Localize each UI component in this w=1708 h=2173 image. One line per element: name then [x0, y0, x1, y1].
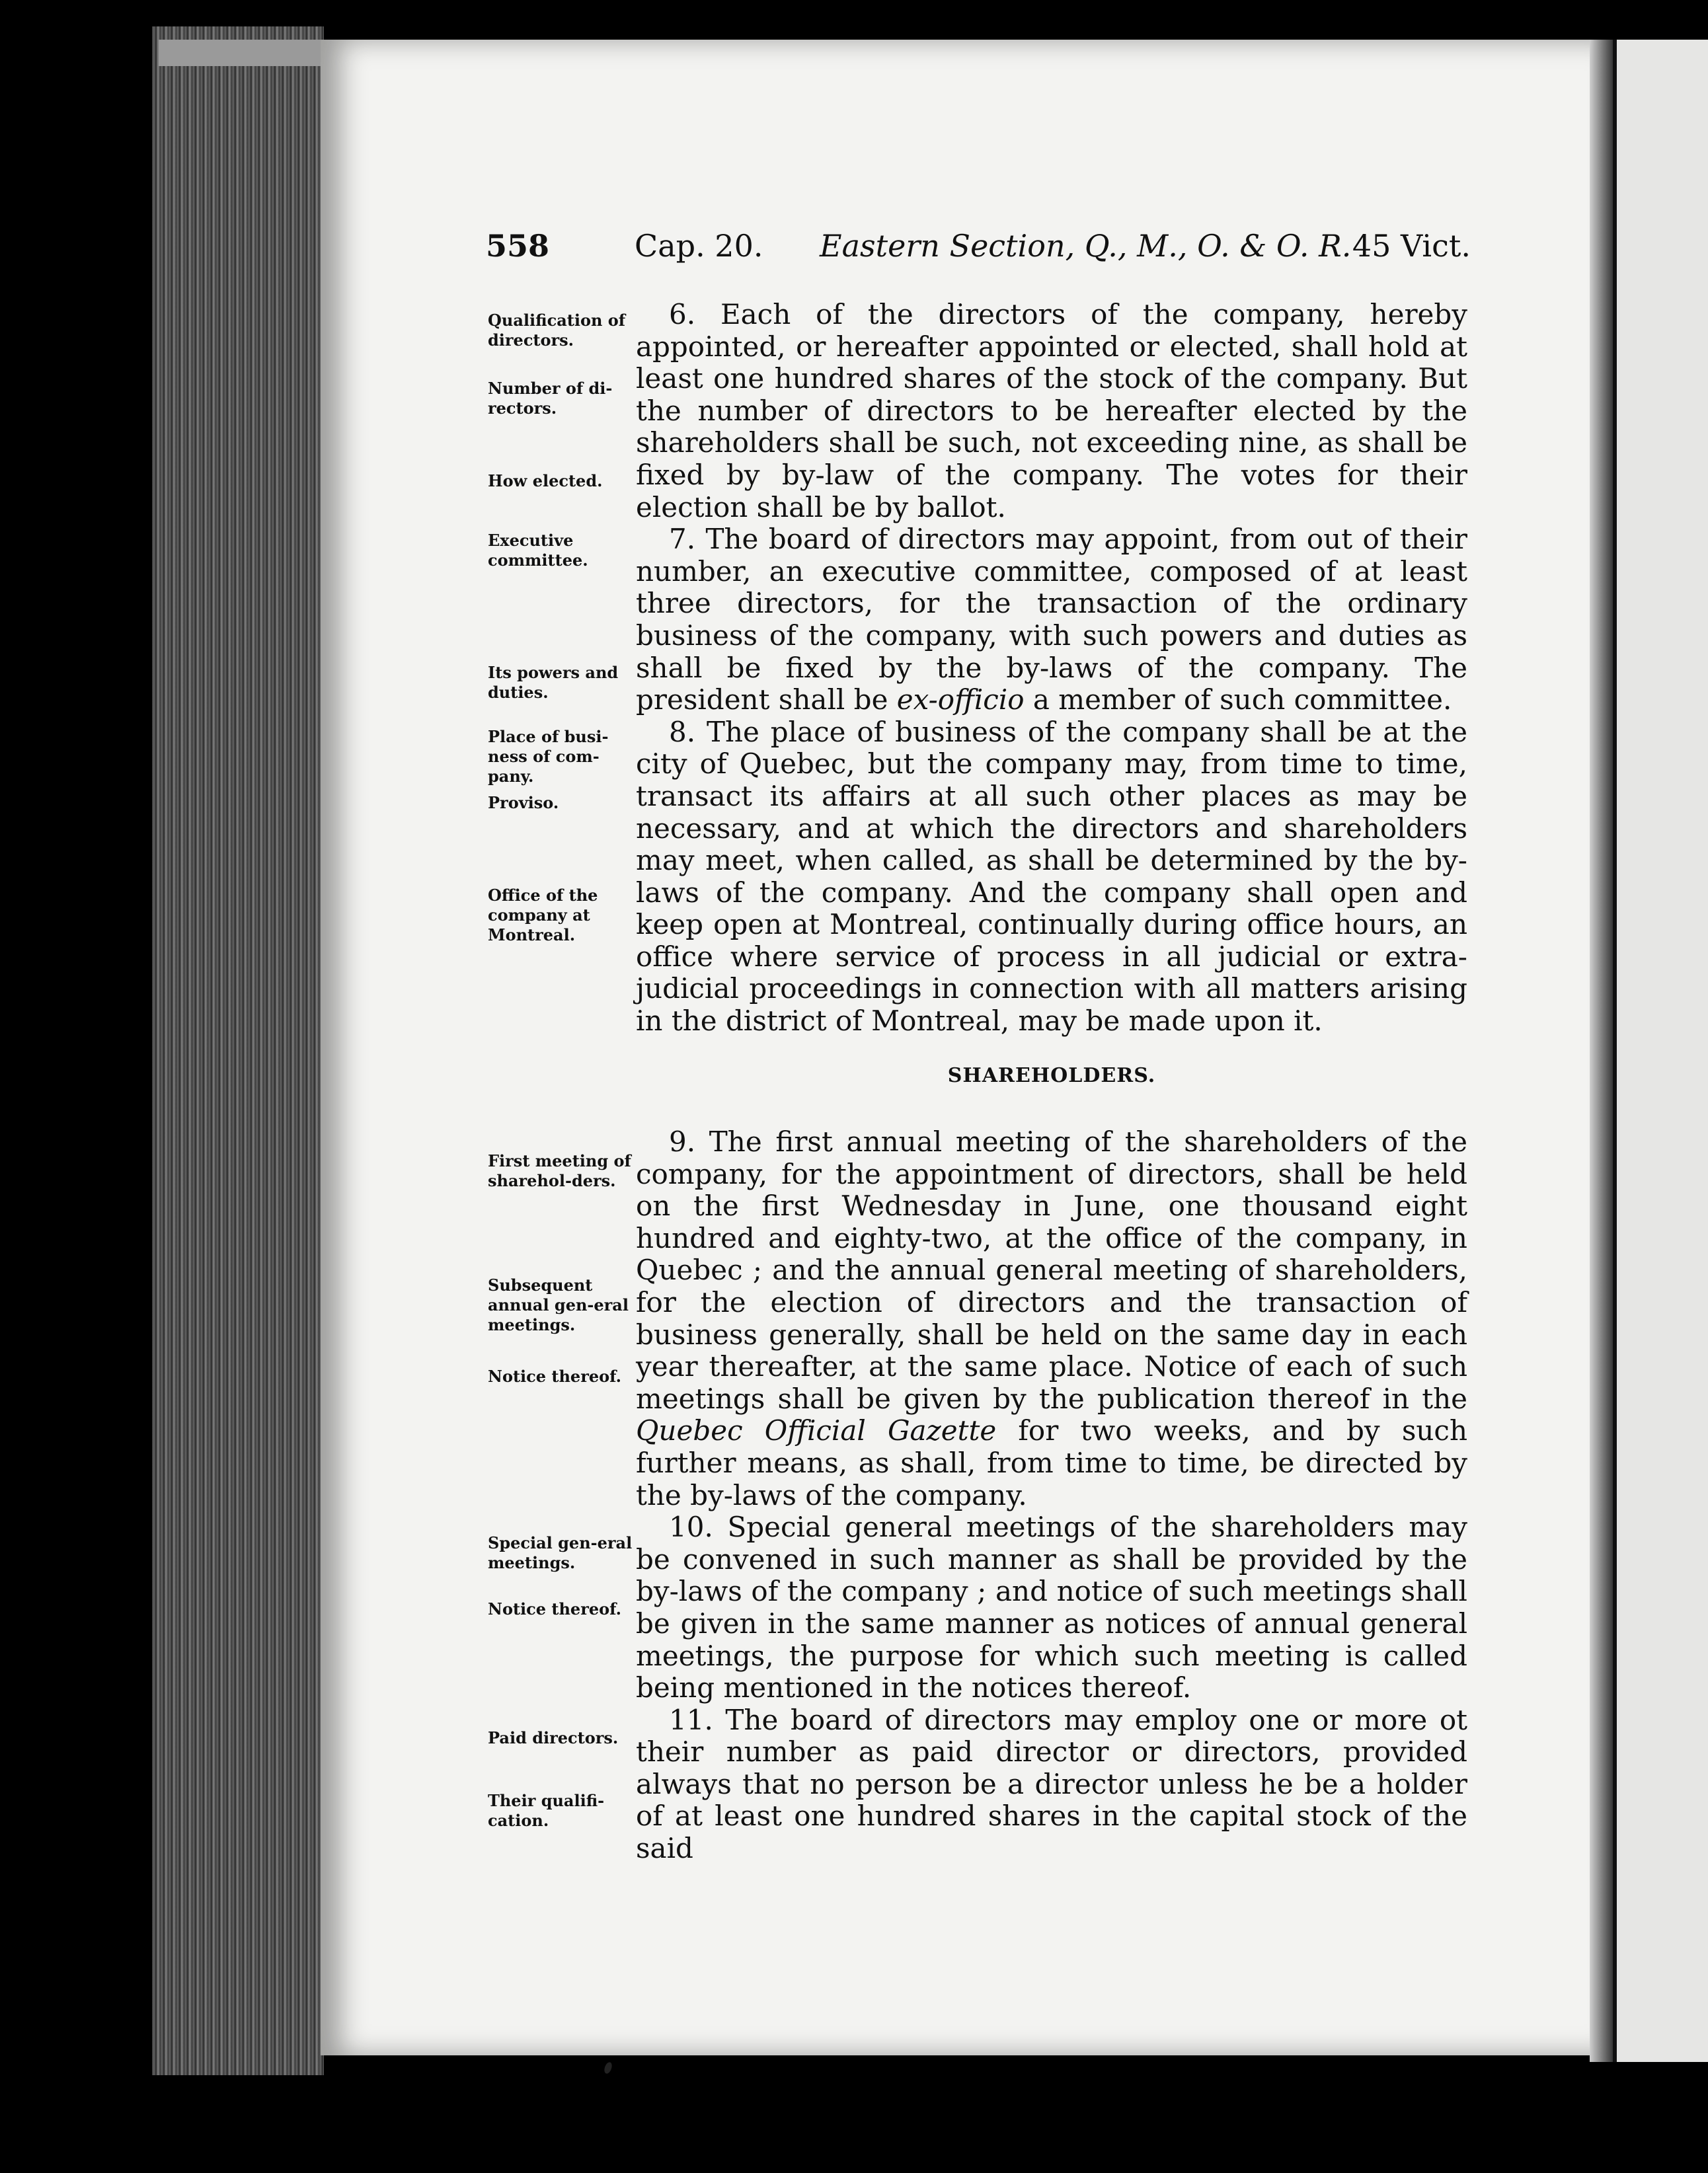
section-7: [636, 523, 1467, 716]
section-9-text: 9. The first annual meeting of the shareholders of the company, for the appointment of directors, shall be held on the first Wednesday in June, one thousand eight hundred and eighty-two, at the office of the company, in Quebec ; and the annual general meeting of shareholders, for the election of directors and the transaction of business generally, shall be held on the same day in each year thereafter, at the same place. Notice of each of such meetings shall be given by the publication thereof in the: [636, 1125, 1467, 1415]
section-8: 8. The place of business of the company shall be at the city of Quebec, but the company may, from time to time, transact its affairs at all such other places as may be necessary, and at which the directors and shareholders may meet, when called, as shall be determined by the by-laws of the company. And the company shall open and keep open at Montreal, continually during office hours, an office where service of process in all judicial or extra-judicial proceedings in connection with all matters arising in the district of Montreal, may be made upon it.: [636, 715, 1467, 1038]
section-9-11-block: [636, 1126, 1467, 1865]
section-heading: SHAREHOLDERS.: [947, 1064, 1156, 1087]
margin-note: Notice thereof.: [488, 1367, 621, 1386]
page-gutter: [1590, 40, 1616, 2062]
section-9-italic: Quebec Official Gazette: [636, 1414, 997, 1447]
section-11: 11. The board of directors may employ one or more ot their number as paid director or directors, provided always that no person be a director unless he be a holder of at least one hundred shares in the capital stock of the said: [636, 1703, 1467, 1865]
section-6: 6. Each of the directors of the company, hereby appointed, or hereafter appointed or elected, shall hold at least one hundred shares of the stock of the company. But the number of directors to be hereafter elected by the shareholders shall be such, not exceeding nine, as shall be fixed by by-law of the company. The votes for their election shall be by ballot.: [636, 298, 1467, 523]
margin-note: Executive committee.: [488, 531, 588, 570]
margin-note: Their qualifi-cation.: [488, 1791, 605, 1830]
book-top-edge: [159, 40, 324, 66]
margin-note: Notice thereof.: [488, 1599, 621, 1619]
margin-note: Office of the company at Montreal.: [488, 886, 598, 944]
section-9-text-end: for two weeks, and by such further means, as shall, from time to time, be directed by the by-laws of the company.: [636, 1414, 1468, 1511]
ink-speck: [603, 2061, 613, 2075]
margin-note: Number of di-rectors.: [488, 379, 613, 418]
book-page-stack: [152, 26, 324, 2075]
section-7-text: 7. The board of directors may appoint, from out of their number, an executive committee, composed of at least three directors, for the transaction of the ordinary business of the company, with such powers and duties as shall be fixed by the by-laws of the company. The president shall be: [636, 523, 1467, 716]
margin-note: Paid directors.: [488, 1728, 619, 1747]
regnal-year: 45 Vict.: [1352, 228, 1471, 264]
chapter-label: Cap. 20.: [635, 228, 763, 264]
section-10: 10. Special general meetings of the shareholders may be convened in such manner as shall be provided by the by-laws of the company ; and notice of such meetings shall be given in the same manner as notices of annual general meetings, the purpose for which such meeting is called being mentioned in the notices thereof.: [636, 1511, 1467, 1704]
margin-note: First meeting of sharehol-ders.: [488, 1151, 631, 1190]
facing-page-edge: [1613, 40, 1708, 2062]
section-9: [636, 1126, 1467, 1511]
margin-note: Its powers and duties.: [488, 663, 619, 702]
running-title: Eastern Section, Q., M., O. & O. R.: [820, 228, 1352, 264]
margin-note: Proviso.: [488, 793, 559, 812]
running-header: [486, 228, 1471, 274]
margin-note: Qualification of directors.: [488, 311, 626, 350]
margin-note: Special gen-eral meetings.: [488, 1533, 633, 1572]
margin-note: Subsequent annual gen-eral meetings.: [488, 1276, 629, 1334]
section-7-italic: ex-officio: [896, 683, 1025, 716]
section-6-8-block: [636, 299, 1467, 1038]
margin-note: How elected.: [488, 471, 603, 490]
page-number: 558: [486, 228, 550, 264]
margin-note: Place of busi-ness of com-pany.: [488, 727, 609, 786]
section-7-text-end: a member of such committee.: [1024, 683, 1452, 716]
